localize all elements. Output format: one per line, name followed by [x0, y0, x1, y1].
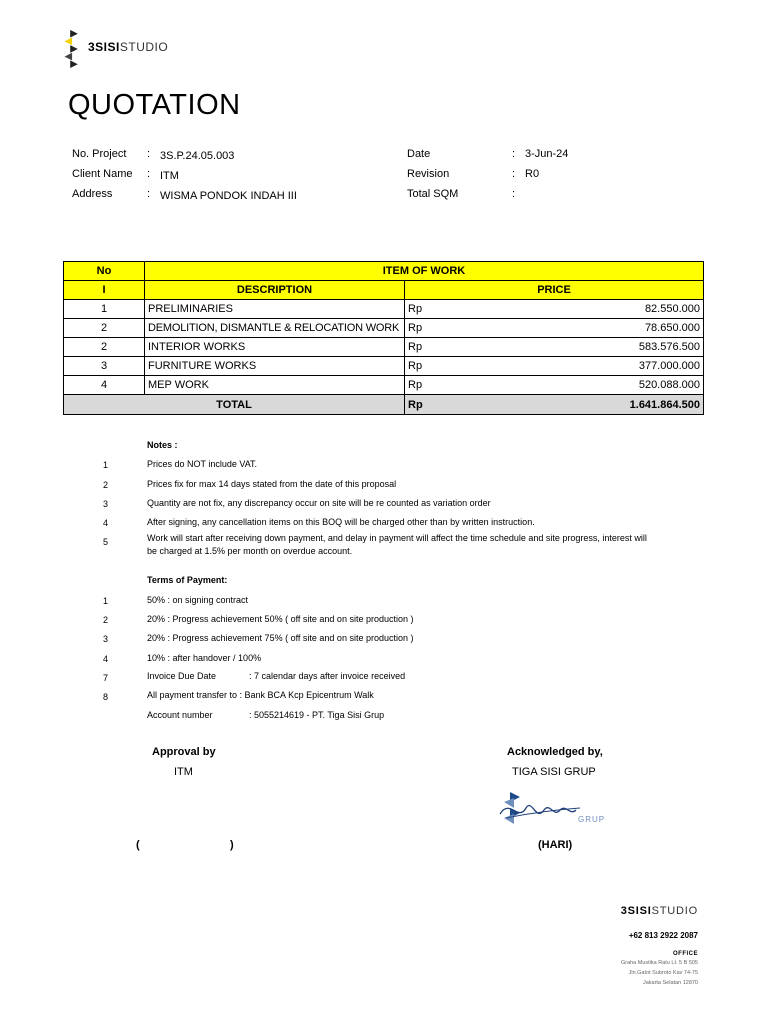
subheader-price: PRICE — [405, 281, 704, 300]
note-number: 2 — [103, 480, 109, 490]
approval-paren-close: ) — [230, 839, 234, 851]
row-price: 82.550.000 — [469, 300, 703, 319]
brand-bold: 3SISI — [88, 40, 120, 54]
row-price: 377.000.000 — [469, 357, 703, 376]
ack-name: TIGA SISI GRUP — [512, 766, 596, 778]
term-number: 4 — [103, 654, 109, 664]
footer-brand — [621, 905, 698, 917]
footer-brand-light: STUDIO — [651, 905, 698, 917]
info-label-project: No. Project — [72, 148, 127, 160]
row-currency: Rp — [405, 300, 470, 319]
row-currency: Rp — [405, 338, 470, 357]
subheader-description: DESCRIPTION — [145, 281, 405, 300]
row-no: 2 — [64, 319, 145, 338]
quotation-table — [63, 261, 704, 415]
row-no: 4 — [64, 376, 145, 395]
note-text: Prices fix for max 14 days stated from the date of this proposal — [147, 479, 397, 489]
table-row — [64, 300, 704, 319]
total-price: 1.641.864.500 — [469, 395, 703, 415]
row-price: 583.576.500 — [469, 338, 703, 357]
brand-light: STUDIO — [119, 40, 169, 54]
info-colon: : — [512, 188, 516, 200]
row-price: 520.088.000 — [469, 376, 703, 395]
info-value-date: 3-Jun-24 — [525, 148, 569, 160]
note-text: After signing, any cancellation items on this BOQ will be charged other than by written instruction. — [147, 517, 535, 527]
term-number: 7 — [103, 673, 109, 683]
term-text: : 7 calendar days after invoice received — [249, 671, 406, 681]
subheader-no: I — [64, 281, 145, 300]
term-number: 1 — [103, 596, 109, 606]
header-no: No — [64, 262, 145, 281]
info-label-date: Date — [407, 148, 431, 160]
footer-address-2: Jln.Gatot Subroto Kav 74-75 — [628, 970, 698, 976]
note-text: Quantity are not fix, any discrepancy occur on site will be re counted as variation order — [147, 498, 491, 508]
footer-address-3: Jakarta Selatan 12870 — [642, 980, 698, 986]
table-subheader-row — [64, 281, 704, 300]
info-label-sqm: Total SQM — [407, 188, 459, 200]
note-number: 3 — [103, 499, 109, 509]
info-colon: : — [147, 168, 151, 180]
footer-office-label: OFFICE — [673, 951, 698, 957]
total-label: TOTAL — [64, 395, 405, 415]
table-row — [64, 376, 704, 395]
header-item-of-work: ITEM OF WORK — [145, 262, 704, 281]
notes-title: Notes : — [147, 440, 178, 450]
info-colon: : — [512, 168, 516, 180]
approval-name: ITM — [174, 766, 193, 778]
row-no: 3 — [64, 357, 145, 376]
brand-logo — [62, 28, 86, 68]
info-colon: : — [147, 188, 151, 200]
term-text: 20% : Progress achievement 75% ( off site and on site production ) — [147, 633, 414, 643]
term-text: All payment transfer to : Bank BCA Kcp Epicentrum Walk — [147, 690, 374, 700]
footer-phone: +62 813 2922 2087 — [628, 931, 698, 940]
note-text: Work will start after receiving down payment, and delay in payment will affect the time schedule and site progress, interest will — [147, 533, 647, 543]
info-label-address: Address — [72, 188, 113, 200]
row-description: FURNITURE WORKS — [145, 357, 405, 376]
row-no: 2 — [64, 338, 145, 357]
account-label: Account number — [147, 710, 213, 720]
term-text: 50% : on signing contract — [147, 595, 249, 605]
ack-title: Acknowledged by, — [507, 746, 603, 758]
account-value: : 5055214619 - PT. Tiga Sisi Grup — [249, 710, 385, 720]
total-currency: Rp — [405, 395, 470, 415]
brand-name — [88, 40, 168, 54]
term-label: Invoice Due Date — [147, 671, 217, 681]
table-row — [64, 338, 704, 357]
info-value-project: 3S.P.24.05.003 — [160, 150, 235, 162]
info-label-client: Client Name — [72, 168, 133, 180]
table-total-row — [64, 395, 704, 415]
ack-signer: (HARI) — [538, 839, 573, 851]
approval-paren-open: ( — [136, 839, 140, 851]
row-price: 78.650.000 — [469, 319, 703, 338]
row-description: INTERIOR WORKS — [145, 338, 405, 357]
note-text: Prices do NOT include VAT. — [147, 459, 258, 469]
row-no: 1 — [64, 300, 145, 319]
table-row — [64, 319, 704, 338]
term-text: 10% : after handover / 100% — [147, 653, 262, 663]
info-colon: : — [512, 148, 516, 160]
info-colon: : — [147, 148, 151, 160]
note-number: 4 — [103, 518, 109, 528]
footer-address-1: Graha Mustika Ratu Lt. 5 B 505 — [620, 960, 698, 966]
approval-title: Approval by — [152, 746, 216, 758]
row-description: MEP WORK — [145, 376, 405, 395]
note-number: 5 — [103, 537, 109, 547]
table-row — [64, 357, 704, 376]
info-label-revision: Revision — [407, 168, 450, 180]
footer-brand-bold: 3SISI — [620, 905, 652, 917]
row-description: PRELIMINARIES — [145, 300, 405, 319]
page-title: QUOTATION — [68, 89, 241, 121]
terms-title: Terms of Payment: — [147, 575, 228, 585]
info-value-address: WISMA PONDOK INDAH III — [160, 190, 297, 202]
term-number: 2 — [103, 615, 109, 625]
term-text: 20% : Progress achievement 50% ( off site and on site production ) — [147, 614, 414, 624]
table-header-row — [64, 262, 704, 281]
row-currency: Rp — [405, 319, 470, 338]
info-value-client: ITM — [160, 170, 179, 182]
row-currency: Rp — [405, 376, 470, 395]
row-currency: Rp — [405, 357, 470, 376]
term-number: 3 — [103, 634, 109, 644]
stamp-text: GRUP — [578, 815, 606, 824]
info-value-revision: R0 — [525, 168, 540, 180]
note-text-cont: be charged at 1.5% per month on overdue account. — [147, 546, 353, 556]
row-description: DEMOLITION, DISMANTLE & RELOCATION WORK — [145, 319, 405, 338]
note-number: 1 — [103, 460, 109, 470]
term-number: 8 — [103, 692, 109, 702]
